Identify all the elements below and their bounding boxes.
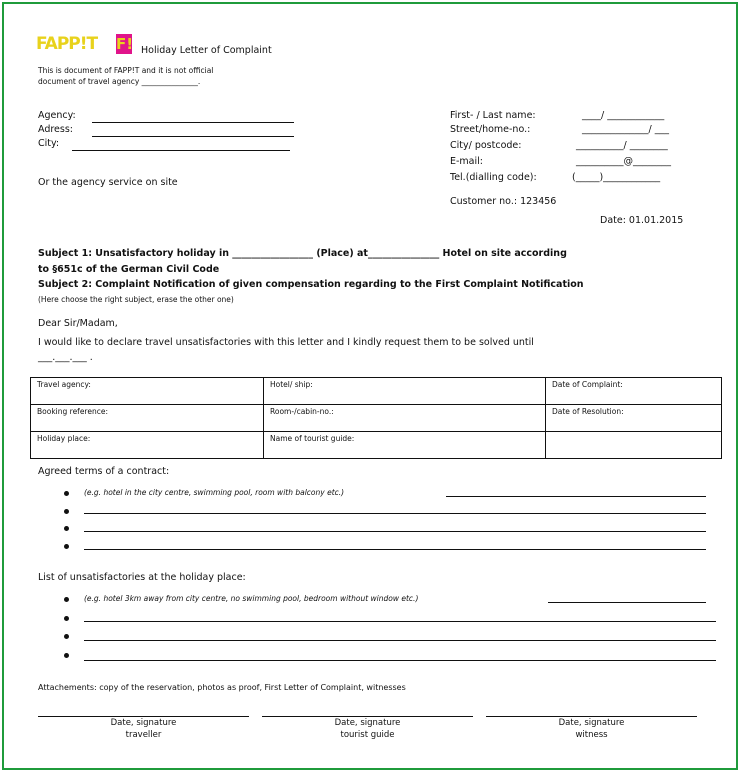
name-field[interactable]: ____/ ____________ [582,110,665,121]
terms-line-4[interactable] [84,549,706,550]
signature-line-traveller[interactable] [38,716,249,717]
logo-text: FAPP!T [36,34,98,54]
salutation: Dear Sir/Madam, [38,318,118,329]
signature-role-traveller: traveller [125,730,162,740]
table-row [31,405,722,432]
terms-example: (e.g. hotel in the city centre, swimming pool, room with balcony etc.) [84,488,345,497]
signature-role-witness: witness [575,730,608,740]
holiday-place-cell[interactable]: Holiday place: [31,432,264,459]
subject-1-line-2: to §651c of the German Civil Code [38,264,220,275]
bullet-icon [64,491,69,496]
signature-label-witness: Date, signature [558,718,625,728]
bullet-icon [64,509,69,514]
table-row [31,378,722,405]
city-postcode-field[interactable]: __________/ ________ [576,140,668,151]
disclaimer-line-2: document of travel agency _______________. [38,77,201,86]
agency-label: Agency: [38,110,76,121]
subject-2: Subject 2: Complaint Notification of given compensation regarding to the First Complaint Notification [38,279,584,290]
signature-line-witness[interactable] [486,716,697,717]
city-label: City: [38,138,60,149]
terms-line-2[interactable] [84,513,706,514]
document-title: Holiday Letter of Complaint [141,45,272,56]
tel-label: Tel.(dialling code): [450,172,537,183]
unsatisfactories-line-3[interactable] [84,640,716,641]
terms-line-1[interactable] [446,496,706,497]
terms-line-3[interactable] [84,531,706,532]
bullet-icon [64,544,69,549]
hotel-ship-cell[interactable]: Hotel/ ship: [264,378,546,405]
unsatisfactories-heading: List of unsatisfactories at the holiday place: [38,572,246,583]
city-postcode-label: City/ postcode: [450,140,522,151]
terms-heading: Agreed terms of a contract: [38,466,170,477]
signature-label-traveller: Date, signature [110,718,177,728]
booking-info-table [30,377,722,459]
body-line-1: I would like to declare travel unsatisfactories with this letter and I kindly request them to be solved until [38,337,534,348]
subject-1-line-1: Subject 1: Unsatisfactory holiday in _________________ (Place) at_______________ Hotel on site according [38,248,567,259]
signature-line-tourist-guide[interactable] [262,716,473,717]
bullet-icon [64,597,69,602]
table-row [31,432,722,459]
empty-cell[interactable] [546,432,722,459]
booking-reference-cell[interactable]: Booking reference: [31,405,264,432]
address-field[interactable] [92,136,294,137]
unsatisfactories-example: (e.g. hotel 3km away from city centre, no swimming pool, bedroom without window etc.) [84,594,419,603]
logo-badge: F! [116,35,134,53]
unsatisfactories-line-1[interactable] [548,602,706,603]
letter-date: Date: 01.01.2015 [600,215,684,226]
agency-field[interactable] [92,122,294,123]
street-label: Street/home-no.: [450,124,531,135]
room-cabin-cell[interactable]: Room-/cabin-no.: [264,405,546,432]
body-line-2: ___.___.___ . [38,352,93,363]
travel-agency-cell[interactable]: Travel agency: [31,378,264,405]
signature-role-tourist-guide: tourist guide [340,730,395,740]
date-of-complaint-cell[interactable]: Date of Complaint: [546,378,722,405]
address-label: Adress: [38,124,74,135]
bullet-icon [64,653,69,658]
name-label: First- / Last name: [450,110,536,121]
customer-number: Customer no.: 123456 [450,196,557,207]
unsatisfactories-line-4[interactable] [84,660,716,661]
attachments-text: Attachements: copy of the reservation, photos as proof, First Letter of Complaint, witnesses [38,683,406,692]
bullet-icon [64,634,69,639]
email-field[interactable]: __________@________ [576,156,671,167]
disclaimer-line-1: This is document of FAPP!T and it is not official [38,66,214,75]
date-of-resolution-cell[interactable]: Date of Resolution: [546,405,722,432]
agency-service-note: Or the agency service on site [38,177,178,188]
street-field[interactable]: ______________/ ___ [582,124,669,135]
unsatisfactories-line-2[interactable] [84,621,716,622]
subject-note: (Here choose the right subject, erase the other one) [38,295,234,304]
email-label: E-mail: [450,156,483,167]
signature-label-tourist-guide: Date, signature [334,718,401,728]
tel-field[interactable]: (_____)____________ [572,172,661,183]
city-field[interactable] [72,150,290,151]
tourist-guide-cell[interactable]: Name of tourist guide: [264,432,546,459]
bullet-icon [64,616,69,621]
bullet-icon [64,526,69,531]
